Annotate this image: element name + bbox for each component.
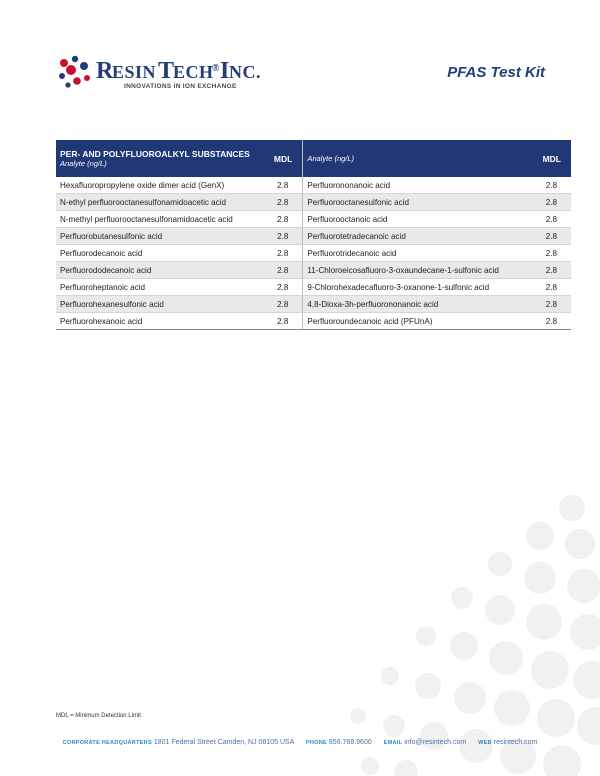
mdl-value: 2.8: [256, 228, 303, 245]
header-mdl-left: MDL: [256, 140, 303, 177]
mdl-value: 2.8: [256, 194, 303, 211]
mdl-value: 2.8: [525, 279, 571, 296]
svg-text:I: I: [220, 58, 230, 83]
mdl-value: 2.8: [256, 177, 303, 194]
analyte-name: Perfluorododecanoic acid: [56, 262, 256, 279]
mdl-value: 2.8: [256, 211, 303, 228]
email-link[interactable]: info@resintech.com: [404, 739, 467, 746]
analyte-name: Perfluorotridecanoic acid: [303, 245, 525, 262]
mdl-value: 2.8: [256, 262, 303, 279]
svg-text:T: T: [158, 58, 175, 83]
table-row: [56, 211, 571, 228]
hq-address: 1801 Federal Street Camden, NJ 08105 USA: [153, 739, 294, 746]
analyte-name: Perfluorooctanoic acid: [303, 211, 525, 228]
table-row: [56, 313, 571, 330]
header-analyte-left: [56, 140, 256, 177]
analyte-name: N-ethyl perfluorooctanesulfonamidoacetic acid: [56, 194, 256, 211]
analyte-name: Perfluorotetradecanoic acid: [303, 228, 525, 245]
email-label: EMAIL: [383, 740, 403, 746]
analyte-header-right: Analyte (ng/L): [307, 153, 355, 163]
web-label: WEB: [478, 740, 492, 746]
table-row: [56, 228, 571, 245]
phone-label: PHONE: [305, 740, 327, 746]
table-row: [56, 262, 571, 279]
header-analyte-right: [303, 140, 525, 177]
mdl-value: 2.8: [256, 296, 303, 313]
analyte-name: Perfluorohexanesulfonic acid: [56, 296, 256, 313]
table-row: [56, 177, 571, 194]
table-row: [56, 245, 571, 262]
web-link[interactable]: resintech.com: [493, 739, 538, 746]
document-title: PFAS Test Kit: [447, 64, 545, 81]
header-mdl-right: MDL: [525, 140, 571, 177]
mdl-value: 2.8: [525, 194, 571, 211]
analyte-table: [56, 140, 571, 330]
analyte-name: Perfluorodecanoic acid: [56, 245, 256, 262]
mdl-value: 2.8: [525, 313, 571, 330]
analyte-name: Perfluorohexanoic acid: [56, 313, 256, 330]
mdl-value: 2.8: [525, 262, 571, 279]
analyte-name: 9-Chlorohexadecafluoro-3-oxanone-1-sulfonic acid: [303, 279, 525, 296]
company-tagline: INNOVATIONS IN ION EXCHANGE: [124, 83, 237, 90]
table-row: [56, 296, 571, 313]
mdl-value: 2.8: [256, 279, 303, 296]
analyte-name: 11-Chloroeicosafluoro-3-oxaundecane-1-sulfonic acid: [303, 262, 525, 279]
analyte-name: Perfluoroheptanoic acid: [56, 279, 256, 296]
molecule-logo-icon: [56, 54, 96, 90]
table-header-row: [56, 140, 571, 177]
mdl-value: 2.8: [525, 177, 571, 194]
company-logo: [56, 54, 276, 94]
svg-text:ECH: ECH: [173, 62, 214, 82]
analyte-name: Perfluorooctanesulfonic acid: [303, 194, 525, 211]
decorative-dot-pattern: [340, 486, 600, 776]
hq-label: CORPORATE HEADQUARTERS: [62, 740, 152, 746]
mdl-value: 2.8: [256, 313, 303, 330]
analyte-name: 4,8-Dioxa-3h-perfluorononanoic acid: [303, 296, 525, 313]
mdl-value: 2.8: [256, 245, 303, 262]
page-footer: [0, 739, 600, 746]
analyte-name: Perfluorononanoic acid: [303, 177, 525, 194]
analyte-name: Hexafluoropropylene oxide dimer acid (GenX): [56, 177, 256, 194]
mdl-value: 2.8: [525, 245, 571, 262]
svg-text:R: R: [96, 58, 114, 83]
analyte-name: N-methyl perfluorooctanesulfonamidoacetic acid: [56, 211, 256, 228]
footnote-mdl: MDL = Minimum Detection Limit: [56, 713, 141, 719]
analyte-header-left: Analyte (ng/L): [60, 158, 107, 168]
analyte-name: Perfluorobutanesulfonic acid: [56, 228, 256, 245]
mdl-value: 2.8: [525, 296, 571, 313]
mdl-value: 2.8: [525, 228, 571, 245]
table-row: [56, 194, 571, 211]
svg-text:NC.: NC.: [229, 62, 261, 82]
phone-number: 856.768.9600: [328, 739, 372, 746]
group-header: PER- AND POLYFLUOROALKYL SUBSTANCES: [60, 148, 250, 159]
table-row: [56, 279, 571, 296]
mdl-value: 2.8: [525, 211, 571, 228]
analyte-name: Perfluoroundecanoic acid (PFUnA): [303, 313, 525, 330]
svg-text:®: ®: [212, 63, 220, 74]
svg-text:ESIN: ESIN: [112, 62, 157, 82]
